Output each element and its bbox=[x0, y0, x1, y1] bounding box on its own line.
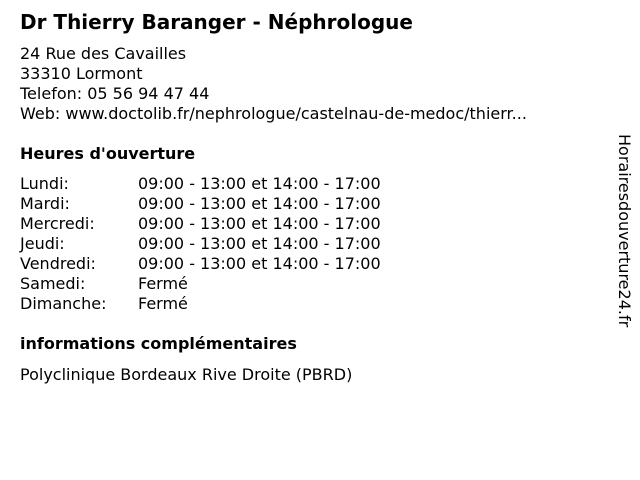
day-label: Jeudi: bbox=[20, 234, 65, 253]
hours-value: Fermé bbox=[138, 294, 188, 313]
city-postal: 33310 Lormont bbox=[20, 64, 143, 83]
day-label: Lundi: bbox=[20, 174, 69, 193]
day-label: Dimanche: bbox=[20, 294, 107, 313]
hours-row-thursday bbox=[20, 234, 381, 254]
phone-number: Telefon: 05 56 94 47 44 bbox=[20, 84, 210, 103]
hours-value: 09:00 - 13:00 et 14:00 - 17:00 bbox=[138, 194, 381, 213]
hours-value: 09:00 - 13:00 et 14:00 - 17:00 bbox=[138, 174, 381, 193]
day-label: Mercredi: bbox=[20, 214, 95, 233]
hours-value: Fermé bbox=[138, 274, 188, 293]
hours-row-saturday bbox=[20, 274, 381, 294]
hours-row-tuesday bbox=[20, 194, 381, 214]
page-title: Dr Thierry Baranger - Néphrologue bbox=[20, 10, 413, 34]
street-address: 24 Rue des Cavailles bbox=[20, 44, 187, 63]
additional-info-heading: informations complémentaires bbox=[20, 334, 297, 353]
address-block bbox=[20, 44, 527, 124]
hours-row-monday bbox=[20, 174, 381, 194]
hours-row-sunday bbox=[20, 294, 381, 314]
hours-value: 09:00 - 13:00 et 14:00 - 17:00 bbox=[138, 234, 381, 253]
hours-value: 09:00 - 13:00 et 14:00 - 17:00 bbox=[138, 214, 381, 233]
opening-hours-table bbox=[20, 174, 381, 314]
day-label: Mardi: bbox=[20, 194, 70, 213]
hours-row-friday bbox=[20, 254, 381, 274]
site-watermark: Horairesdouverture24.fr bbox=[615, 134, 634, 328]
day-label: Vendredi: bbox=[20, 254, 96, 273]
additional-info-text: Polyclinique Bordeaux Rive Droite (PBRD) bbox=[20, 365, 353, 384]
hours-row-wednesday bbox=[20, 214, 381, 234]
opening-hours-heading: Heures d'ouverture bbox=[20, 144, 196, 163]
website-link[interactable]: Web: www.doctolib.fr/nephrologue/castelnau-de-medoc/thierr... bbox=[20, 104, 527, 123]
day-label: Samedi: bbox=[20, 274, 86, 293]
hours-value: 09:00 - 13:00 et 14:00 - 17:00 bbox=[138, 254, 381, 273]
